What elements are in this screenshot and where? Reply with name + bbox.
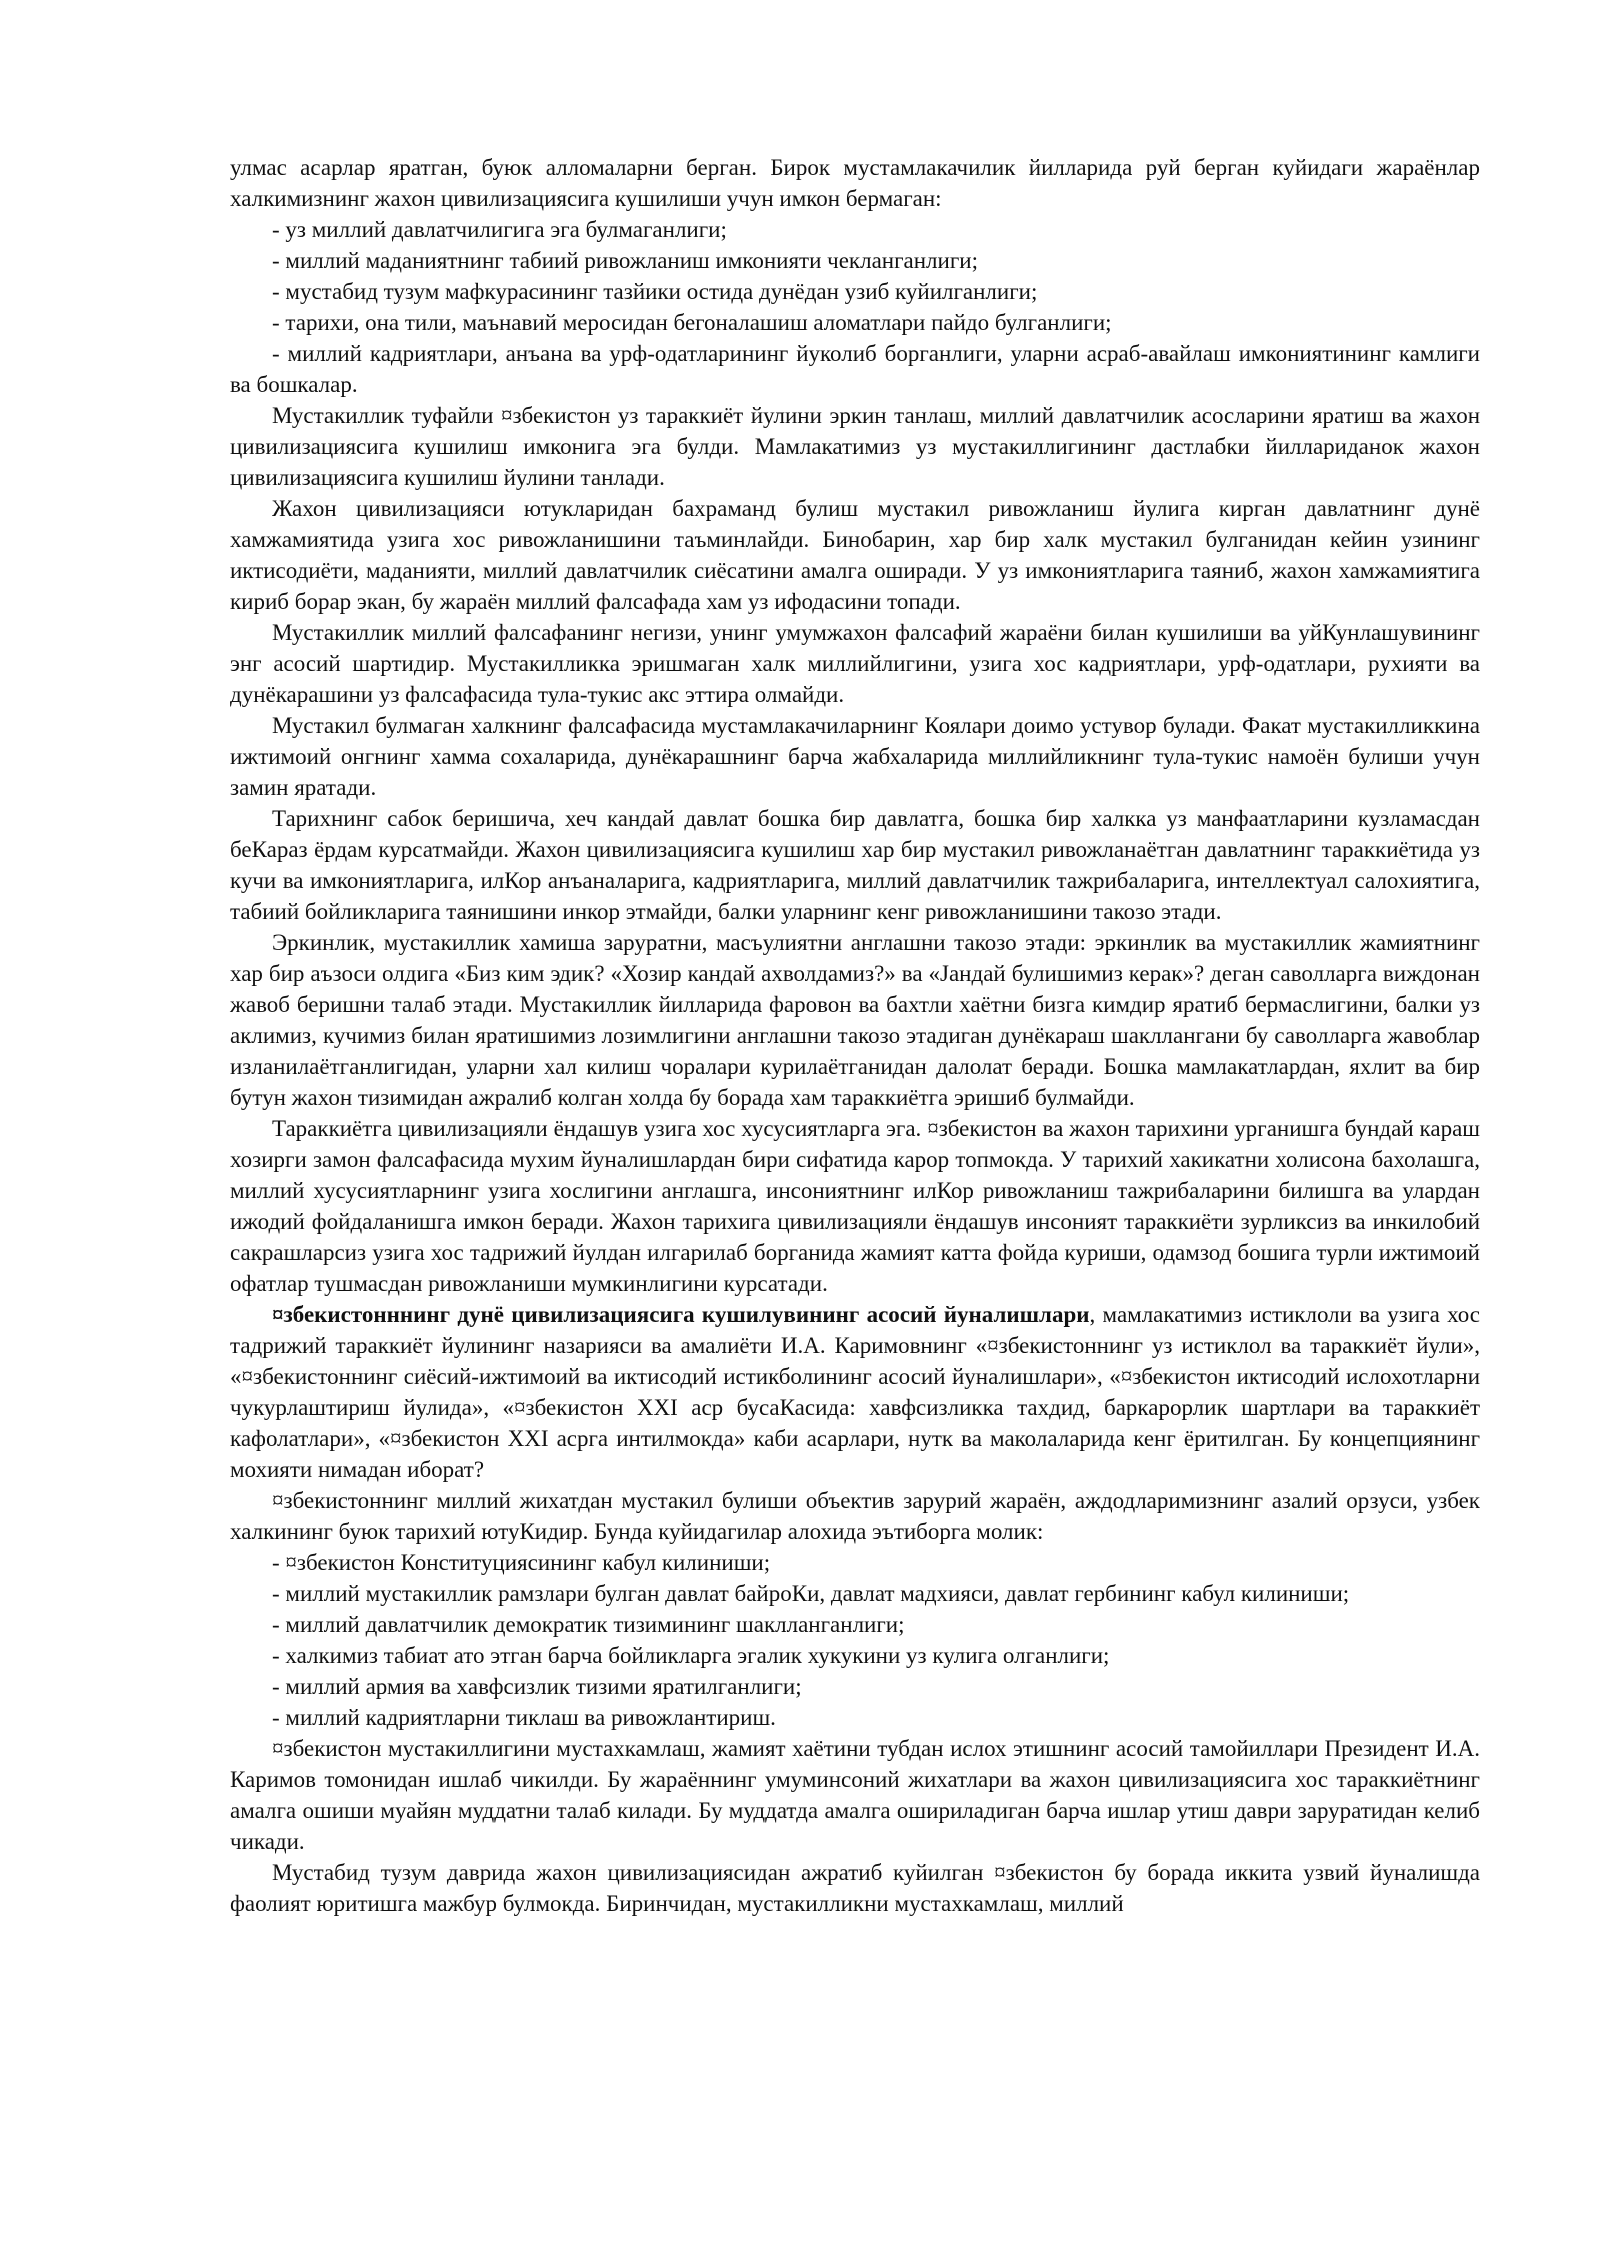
list-item: - мустабид тузум мафкурасининг тазйики остида дунёдан узиб куйилганлиги; bbox=[272, 279, 1038, 304]
list-item: - тарихи, она тили, маънавий меросидан бегоналашиш аломатлари пайдо булганлиги; bbox=[272, 310, 1112, 335]
paragraph-text: , мамлакатимиз истиклоли ва узига хос тадрижий тараккиёт йулининг назарияси ва амалиёти И.А. Каримовнинг «¤збекистоннинг уз истиклол ва тараккиёт йули», «¤збекистоннинг сиёсий-ижтимоий ва иктисодий истикболининг асосий йуналишлари», «¤збекистон иктисодий ислохотларни чукурлаштириш йулида», «¤збекистон XXI аср бусаКасида: хавфсизликка тахдид, баркарорлик шартлари ва тараккиёт кафолатлари», «¤збекистон XXI асрга интилмокда» каби асарлари, нутк ва маколаларида кенг ёритилган. Бу концепциянинг мохияти нимадан иборат? bbox=[230, 1302, 1480, 1482]
paragraph: Мустакиллик миллий фалсафанинг негизи, унинг умумжахон фалсафий жараёни билан кушилиши ва уйКунлашувининг энг асосий шартидир. Мустакилликка эришмаган халк миллийлигини, узига хос кадриятлари, урф-одатлари, рухияти ва дунёкарашини уз фалсафасида тула-тукис акс эттира олмайди. bbox=[230, 620, 1480, 707]
list-item: - миллий кадриятлари, анъана ва урф-одатларининг йуколиб борганлиги, уларни асраб-авайлаш имкониятининг камлиги ва бошкалар. bbox=[230, 341, 1480, 397]
paragraph: Мустакил булмаган халкнинг фалсафасида мустамлакачиларнинг Коялари доимо устувор булади. Факат мустакилликкина ижтимоий онгнинг хамма сохаларида, дунёкарашнинг барча жабхаларида миллийликнинг тула-тукис намоён булиши учун замин яратади. bbox=[230, 713, 1480, 800]
list-item: - миллий армия ва хавфсизлик тизими яратилганлиги; bbox=[272, 1674, 802, 1699]
paragraph: Тараккиётга цивилизацияли ёндашув узига хос хусусиятларга эга. ¤збекистон ва жахон тарихини урганишга бундай караш хозирги замон фалсафасида мухим йуналишлардан бири сифатида карор топмокда. У тарихий хакикатни холисона бахолашга, миллий хусусиятларнинг узига хослигини англашга, инсониятнинг илКор ривожланиш тажрибаларини билишга ва улардан ижодий фойдаланишга имкон беради. Жахон тарихига цивилизацияли ёндашув инсоният тараккиёти зурликсиз ва инкилобий сакрашларсиз узига хос тадрижий йулдан илгарилаб борганида жамият катта фойда куриши, одамзод бошига турли ижтимоий офатлар тушмасдан ривожланиши мумкинлигини курсатади. bbox=[230, 1116, 1480, 1296]
paragraph: Тарихнинг сабок беришича, хеч кандай давлат бошка бир давлатга, бошка бир халкка уз манфаатларини кузламасдан беКараз ёрдам курсатмайди. Жахон цивилизациясига кушилиш хар бир мустакил ривожланаётган давлатнинг тараккиётида уз кучи ва имкониятларига, илКор анъаналарига, кадриятларига, миллий давлатчилик тажрибаларига, интеллектуал салохиятига, табиий бойликларига таянишини инкор этмайди, балки уларнинг кенг ривожланишини такозо этади. bbox=[230, 806, 1480, 924]
paragraph: Мустакиллик туфайли ¤збекистон уз тараккиёт йулини эркин танлаш, миллий давлатчилик асосларини яратиш ва жахон цивилизациясига кушилиш имконига эга булди. Мамлакатимиз уз мустакиллигининг дастлабки йиллариданок жахон цивилизациясига кушилиш йулини танлади. bbox=[230, 403, 1480, 490]
list-item: - миллий мустакиллик рамзлари булган давлат байроКи, давлат мадхияси, давлат гербининг кабул килиниши; bbox=[272, 1581, 1350, 1606]
list-item: - миллий кадриятларни тиклаш ва ривожлантириш. bbox=[272, 1705, 776, 1730]
paragraph: Эркинлик, мустакиллик хамиша заруратни, масъулиятни англашни такозо этади: эркинлик ва мустакиллик жамиятнинг хар бир аъзоси олдига «Биз ким эдик? «Хозир кандай ахволдамиз?» ва «Jандай булишимиз керак»? деган саволларга виждонан жавоб беришни талаб этади. Мустакиллик йилларида фаровон ва бахтли хаётни бизга кимдир яратиб бермаслигини, балки уз аклимиз, кучимиз билан яратишимиз лозимлигини англашни такозо этадиган дунёкараш шакллангани бу саволларга жавоблар изланилаётганлигидан, уларни хал килиш чоралари курилаётганидан далолат беради. Бошка мамлакатлардан, яхлит ва бир бутун жахон тизимидан ажралиб колган холда бу борада хам тараккиётга эришиб булмайди. bbox=[230, 930, 1480, 1110]
list-item: - миллий маданиятнинг табиий ривожланиш имконияти чекланганлиги; bbox=[272, 248, 978, 273]
paragraph: Мустабид тузум даврида жахон цивилизациясидан ажратиб куйилган ¤збекистон бу борада иккита узвий йуналишда фаолият юритишга мажбур булмокда. Биринчидан, мустакилликни мустахкамлаш, миллий bbox=[230, 1860, 1480, 1916]
list-item: - миллий давлатчилик демократик тизимининг шаклланганлиги; bbox=[272, 1612, 905, 1637]
paragraph: улмас асарлар яратган, буюк алломаларни берган. Бирок мустамлакачилик йилларида руй берган куйидаги жараёнлар халкимизнинг жахон цивилизациясига кушилиши учун имкон бермаган: bbox=[230, 155, 1480, 211]
list-item: - ¤збекистон Конституциясининг кабул килиниши; bbox=[272, 1550, 771, 1575]
paragraph: ¤збекистон мустакиллигини мустахкамлаш, жамият хаётини тубдан ислох этишнинг асосий тамойиллари Президент И.А. Каримов томонидан ишлаб чикилди. Бу жараённинг умуминсоний жихатлари ва жахон цивилизациясига хос тараккиётнинг амалга ошиши муайян муддатни талаб килади. Бу муддатда амалга ошириладиган барча ишлар утиш даври заруратидан келиб чикади. bbox=[230, 1736, 1480, 1854]
paragraph: Жахон цивилизацияси ютукларидан бахраманд булиш мустакил ривожланиш йулига кирган давлатнинг дунё хамжамиятида узига хос ривожланишини таъминлайди. Бинобарин, хар бир халк мустакил булганидан кейин узининг иктисодиёти, маданияти, миллий давлатчилик сиёсатини амалга оширади. У уз имкониятларига таяниб, жахон хамжамиятига кириб борар экан, бу жараён миллий фалсафада хам уз ифодасини топади. bbox=[230, 496, 1480, 614]
list-item: - уз миллий давлатчилигига эга булмаганлиги; bbox=[272, 217, 727, 242]
bold-heading: ¤збекистонннинг дунё цивилизациясига кушилувининг асосий йуналишлари bbox=[272, 1302, 1090, 1327]
list-item: - халкимиз табиат ато этган барча бойликларга эгалик хукукини уз кулига олганлиги; bbox=[272, 1643, 1110, 1668]
paragraph: ¤збекистоннинг миллий жихатдан мустакил булиши объектив зарурий жараён, аждодларимизнинг азалий орзуси, узбек халкининг буюк тарихий ютуКидир. Бунда куйидагилар алохида эътиборга молик: bbox=[230, 1488, 1480, 1544]
paragraph bbox=[230, 1299, 1480, 1485]
